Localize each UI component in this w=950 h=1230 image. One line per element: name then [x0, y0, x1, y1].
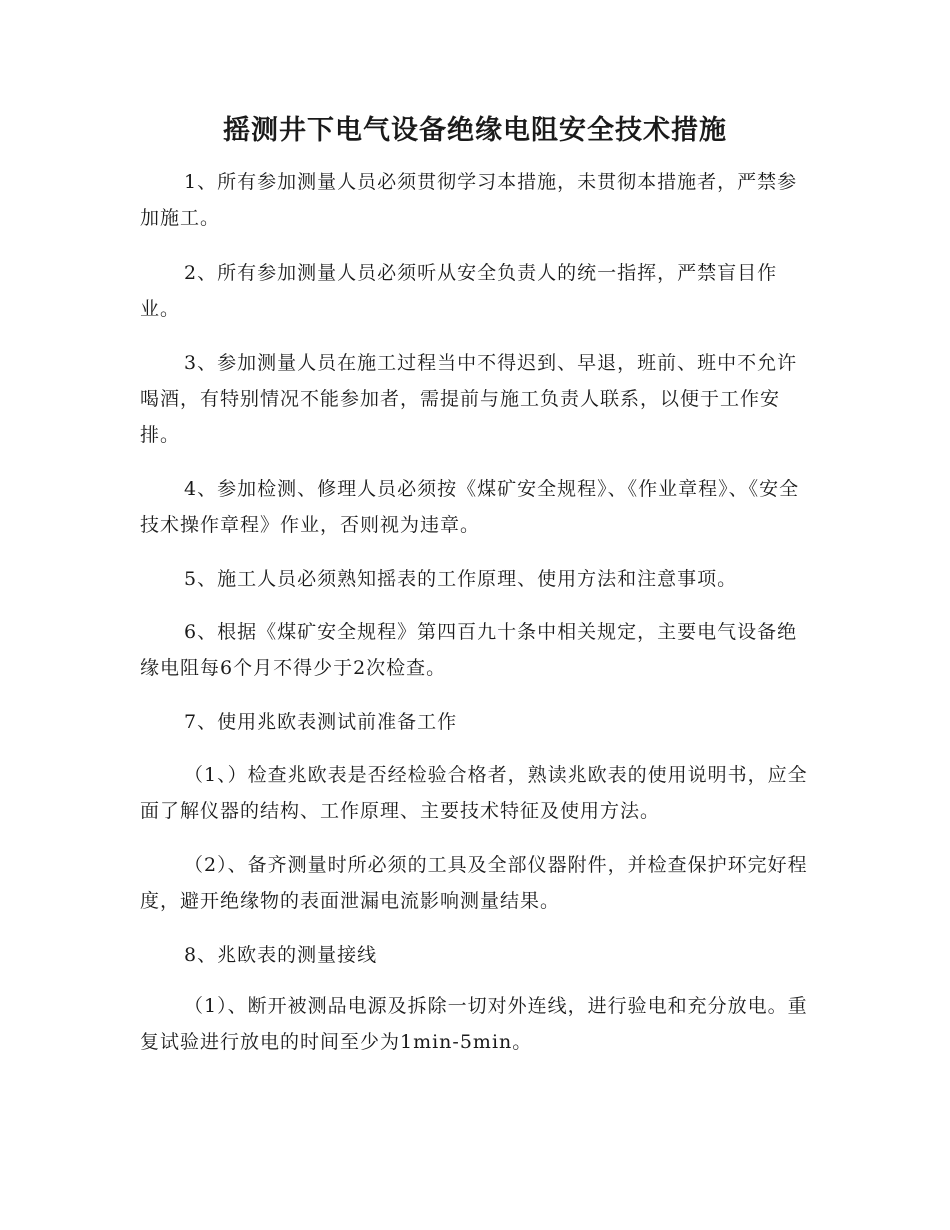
- paragraph-6: 6、根据《煤矿安全规程》第四百九十条中相关规定，主要电气设备绝缘电阻每6个月不得少于2次检查。: [140, 621, 798, 679]
- paragraph-1: 1、所有参加测量人员必须贯彻学习本措施，未贯彻本措施者，严禁参加施工。: [140, 171, 798, 229]
- document-title: 摇测井下电气设备绝缘电阻安全技术措施: [223, 115, 727, 146]
- paragraph-7-1: （1、）检查兆欧表是否经检验合格者，熟读兆欧表的使用说明书，应全面了解仪器的结构、工作原理、主要技术特征及使用方法。: [140, 764, 808, 822]
- paragraph-8-1: （1）、断开被测品电源及拆除一切对外连线，进行验电和充分放电。重复试验进行放电的时间至少为1min-5min。: [140, 995, 808, 1053]
- paragraph-3: 3、参加测量人员在施工过程当中不得迟到、早退，班前、班中不允许喝酒，有特别情况不能参加者，需提前与施工负责人联系，以便于工作安排。: [140, 352, 798, 446]
- paragraph-7: 7、使用兆欧表测试前准备工作: [184, 711, 458, 733]
- paragraph-2: 2、所有参加测量人员必须听从安全负责人的统一指挥，严禁盲目作业。: [140, 262, 778, 320]
- paragraph-5: 5、施工人员必须熟知摇表的工作原理、使用方法和注意事项。: [184, 568, 738, 590]
- paragraph-7-2: （2）、备齐测量时所必须的工具及全部仪器附件，并检查保护环完好程度，避开绝缘物的表面泄漏电流影响测量结果。: [140, 854, 808, 912]
- paragraph-8: 8、兆欧表的测量接线: [184, 944, 378, 966]
- paragraph-4: 4、参加检测、修理人员必须按《煤矿安全规程》、《作业章程》、《安全技术操作章程》作业，否则视为违章。: [140, 478, 800, 536]
